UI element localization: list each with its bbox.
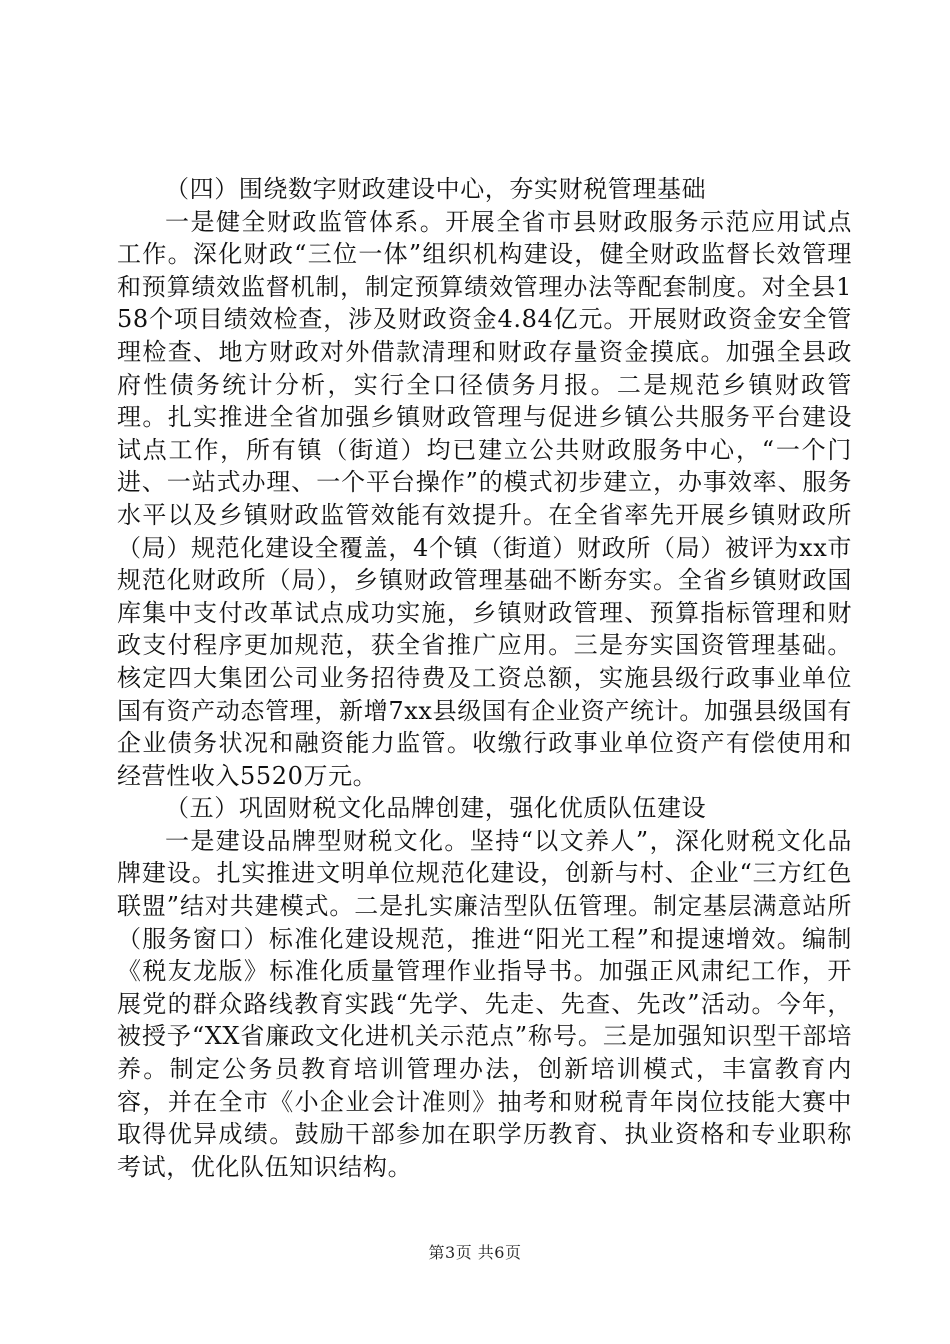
document-body — [117, 173, 852, 1183]
section-heading-4: （四）围绕数字财政建设中心，夯实财税管理基础 — [165, 175, 707, 203]
section-paragraph-4: 一是健全财政监管体系。开展全省市县财政服务示范应用试点工作。深化财政“三位一体”组织机构建设，健全财政监督长效管理和预算绩效监督机制，制定预算绩效管理办法等配套制度。对全县158个项目绩效检查，涉及财政资金4.84亿元。开展财政资金安全管理检查、地方财政对外借款清理和财政存量资金摸底。加强全县政府性债务统计分析，实行全口径债务月报。二是规范乡镇财政管理。扎实推进全省加强乡镇财政管理与促进乡镇公共服务平台建设试点工作，所有镇（街道）均已建立公共财政服务中心，“一个门进、一站式办理、一个平台操作”的模式初步建立，办事效率、服务水平以及乡镇财政监管效能有效提升。在全省率先开展乡镇财政所（局）规范化建设全覆盖，4个镇（街道）财政所（局）被评为xx市规范化财政所（局），乡镇财政管理基础不断夯实。全省乡镇财政国库集中支付改革试点成功实施，乡镇财政管理、预算指标管理和财政支付程序更加规范，获全省推广应用。三是夯实国资管理基础。核定四大集团公司业务招待费及工资总额，实施县级行政事业单位国有资产动态管理，新增7xx县级国有企业资产统计。加强县级国有企业债务状况和融资能力监管。收缴行政事业单位资产有偿使用和经营性收入5520万元。 — [117, 207, 852, 790]
page-footer: 第3页 共6页 — [428, 1243, 522, 1262]
section-heading-5: （五）巩固财税文化品牌创建，强化优质队伍建设 — [165, 794, 707, 823]
section-paragraph-5: 一是建设品牌型财税文化。坚持“以文养人”，深化财税文化品牌建设。扎实推进文明单位规范化建设，创新与村、企业“三方红色联盟”结对共建模式。二是扎实廉洁型队伍管理。制定基层满意站所（服务窗口）标准化建设规范，推进“阳光工程”和提速增效。编制《税友龙版》标准化质量管理作业指导书。加强正风肃纪工作，开展党的群众路线教育实践“先学、先走、先查、先改”活动。今年，被授予“XX省廉政文化进机关示范点”称号。三是加强知识型干部培养。制定公务员教育培训管理办法，创新培训模式，丰富教育内容，并在全市《小企业会计准则》抽考和财税青年岗位技能大赛中取得优异成绩。鼓励干部参加在职学历教育、执业资格和专业职称考试，优化队伍知识结构。 — [117, 826, 852, 1181]
